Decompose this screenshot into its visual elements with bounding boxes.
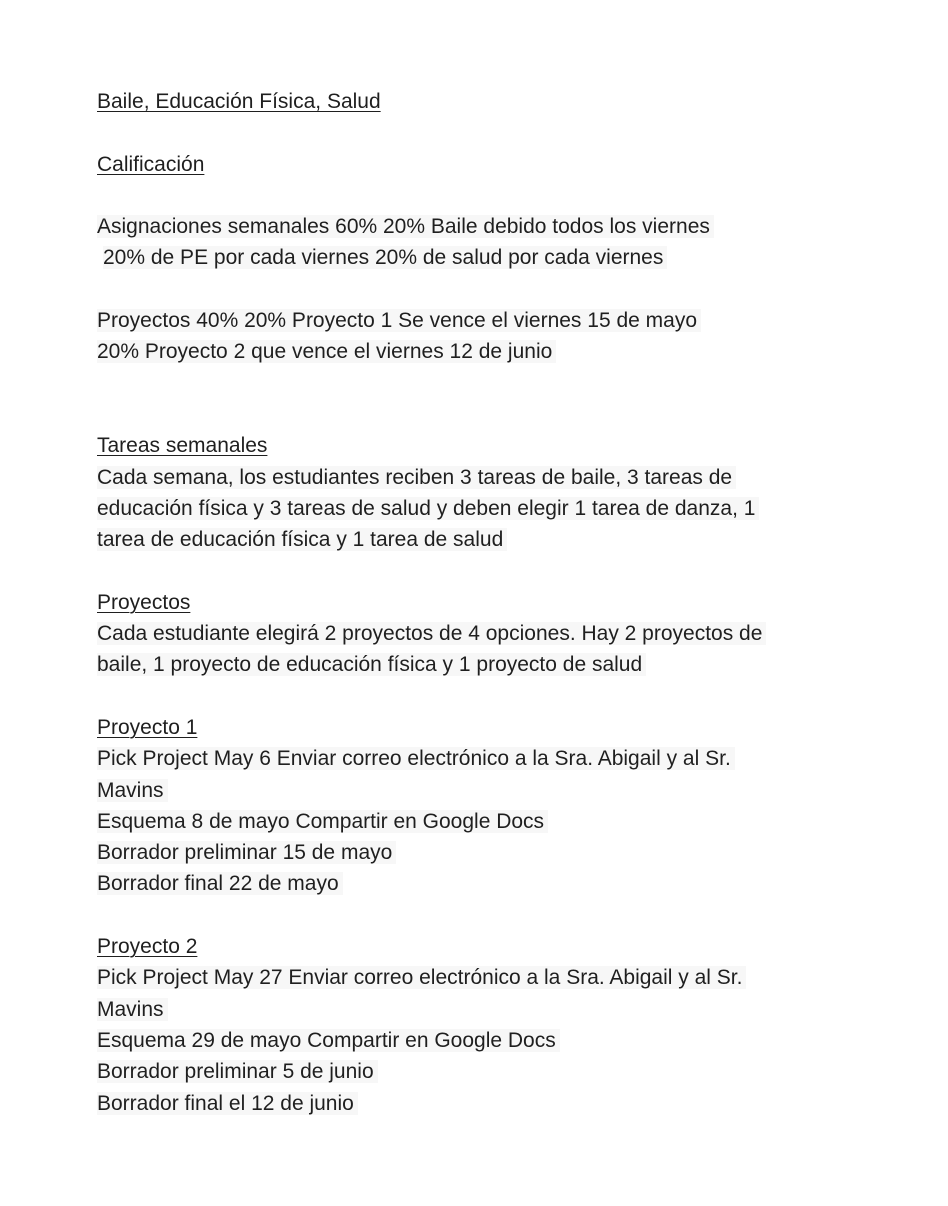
weekly-tasks-line [97,524,857,555]
spacer [97,368,857,431]
projects-heading-line [97,587,857,618]
project-2-text: Borrador preliminar 5 de junio [97,1060,378,1083]
project-2-heading: Proyecto 2 [97,935,198,959]
weekly-grading-text-1: Asignaciones semanales 60% 20% Baile debido todos los viernes [97,215,714,238]
spacer [97,180,857,211]
project-2-heading-line [97,931,857,962]
project-1-line [97,775,857,806]
document-title: Baile, Educación Física, Salud [97,90,381,113]
weekly-tasks-text: educación física y 3 tareas de salud y deben elegir 1 tarea de danza, 1 [97,497,759,520]
project-1-heading: Proyecto 1 [97,715,198,739]
weekly-tasks-text: tarea de educación física y 1 tarea de salud [97,528,507,551]
document-page [97,86,857,1119]
project-1-line [97,837,857,868]
project-1-text: Pick Project May 6 Enviar correo electrónico a la Sra. Abigail y al Sr. [97,747,735,770]
grading-heading-line [97,149,857,180]
projects-grading-text-1: Proyectos 40% 20% Proyecto 1 Se vence el viernes 15 de mayo [97,309,701,332]
spacer [97,555,857,586]
spacer [97,900,857,931]
projects-text: Cada estudiante elegirá 2 proyectos de 4 opciones. Hay 2 proyectos de [97,622,766,645]
project-1-line [97,743,857,774]
weekly-tasks-heading-line [97,430,857,461]
project-1-text: Esquema 8 de mayo Compartir en Google Docs [97,810,548,833]
weekly-tasks-text: Cada semana, los estudiantes reciben 3 tareas de baile, 3 tareas de [97,466,736,489]
project-2-line [97,1025,857,1056]
projects-grading-text-2: 20% Proyecto 2 que vence el viernes 12 de junio [97,340,556,363]
weekly-grading-line-2 [97,242,857,273]
project-1-text: Mavins [97,779,168,802]
project-1-line [97,806,857,837]
project-2-text: Esquema 29 de mayo Compartir en Google Docs [97,1029,560,1052]
project-2-text: Pick Project May 27 Enviar correo electrónico a la Sra. Abigail y al Sr. [97,966,746,989]
weekly-grading-text-2: 20% de PE por cada viernes 20% de salud por cada viernes [103,246,667,269]
project-2-line [97,994,857,1025]
project-1-text: Borrador final 22 de mayo [97,872,343,895]
projects-heading: Proyectos [97,590,191,614]
title-line [97,86,857,117]
projects-text: baile, 1 proyecto de educación física y 1 proyecto de salud [97,653,646,676]
spacer [97,681,857,712]
weekly-tasks-line [97,462,857,493]
weekly-tasks-line [97,493,857,524]
projects-grading-line-2 [97,336,857,367]
project-2-line [97,1056,857,1087]
project-2-line [97,962,857,993]
project-1-line [97,868,857,899]
weekly-grading-line-1 [97,211,857,242]
spacer [97,117,857,148]
project-1-heading-line [97,712,857,743]
spacer [97,274,857,305]
project-2-text: Borrador final el 12 de junio [97,1092,358,1115]
project-1-text: Borrador preliminar 15 de mayo [97,841,396,864]
project-2-line [97,1088,857,1119]
project-2-text: Mavins [97,998,168,1021]
grading-heading: Calificación [97,152,205,176]
weekly-tasks-heading: Tareas semanales [97,434,268,458]
projects-line [97,649,857,680]
projects-line [97,618,857,649]
projects-grading-line-1 [97,305,857,336]
